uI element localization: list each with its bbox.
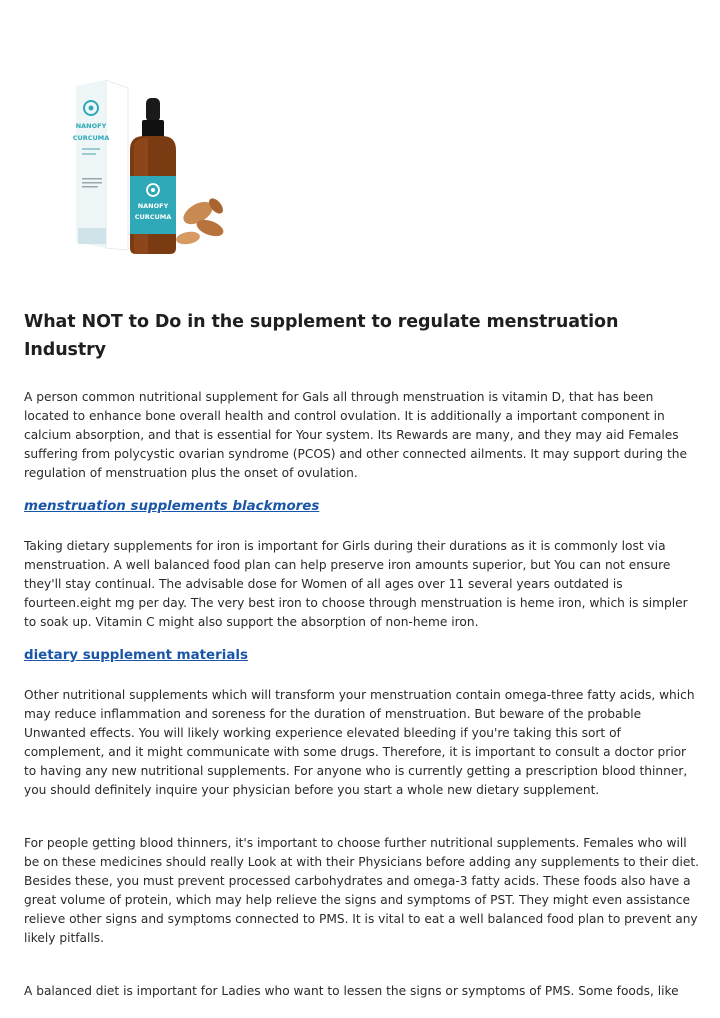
paragraph-3: Other nutritional supplements which will transform your menstruation contain omega-three fatty acids, which may reduce inflammation and soreness for the duration of menstruation. But beware of the probable Unwanted effects. You will likely working experience elevated bleeding if you're taking this sort of complement, and it might communicate with some drugs. Therefore, it is important to consult a doctor prior to having any new nutritional supplements. For anyone who is currently getting a prescription blood thinner, you should definitely inquire your physician before you start a whole new dietary supplement. <box>24 688 695 797</box>
product-illustration <box>58 78 238 258</box>
paragraph-4: For people getting blood thinners, it's important to choose further nutritional supplements. Females who will be on these medicines should really Look at with their Physicians before adding any supplements to their diet. Besides these, you must prevent processed carbohydrates and omega-3 fatty acids. These foods also have a great volume of protein, which may help relieve the signs and symptoms of PST. They might even assistance relieve other signs and symptoms connected to PMS. It is vital to eat a well balanced food plan to prevent any likely pitfalls. <box>24 836 700 945</box>
article-title: What NOT to Do in the supplement to regulate menstruation Industry <box>24 312 619 360</box>
link-dietary-supplement-materials[interactable]: dietary supplement materials <box>24 648 248 663</box>
product-image <box>58 78 238 258</box>
box-brand-text: NANOFY <box>75 122 107 130</box>
link-menstruation-supplements-blackmores[interactable]: menstruation supplements blackmores <box>24 499 320 514</box>
bottle-brand-text: NANOFY <box>137 202 169 210</box>
turmeric-roots <box>175 196 225 246</box>
box-product-text: CURCUMA <box>72 134 110 142</box>
bottle-product-text: CURCUMA <box>134 213 172 221</box>
paragraph-2: Taking dietary supplements for iron is important for Girls during their durations as it is commonly lost via menstruation. A well balanced food plan can help preserve iron amounts superior, but You can not ensure they'll stay continual. The advisable dose for Women of all ages over 11 several years outdated is fourteen.eight mg per day. The very best iron to choose through menstruation is heme iron, which is simpler to soak up. Vitamin C might also support the absorption of non-heme iron. <box>24 539 688 629</box>
paragraph-1: A person common nutritional supplement for Gals all through menstruation is vitamin D, that has been located to enhance bone overall health and control ovulation. It is additionally a important component in calcium absorption, and that is essential for Your system. Its Rewards are many, and they may aid Females suffering from polycystic ovarian syndrome (PCOS) and other connected ailments. It may support during the regulation of menstruation plus the onset of ovulation. <box>24 390 687 480</box>
paragraph-5: A balanced diet is important for Ladies who want to lessen the signs or symptoms of PMS. Some foods, like <box>24 984 679 998</box>
article <box>24 308 700 1001</box>
